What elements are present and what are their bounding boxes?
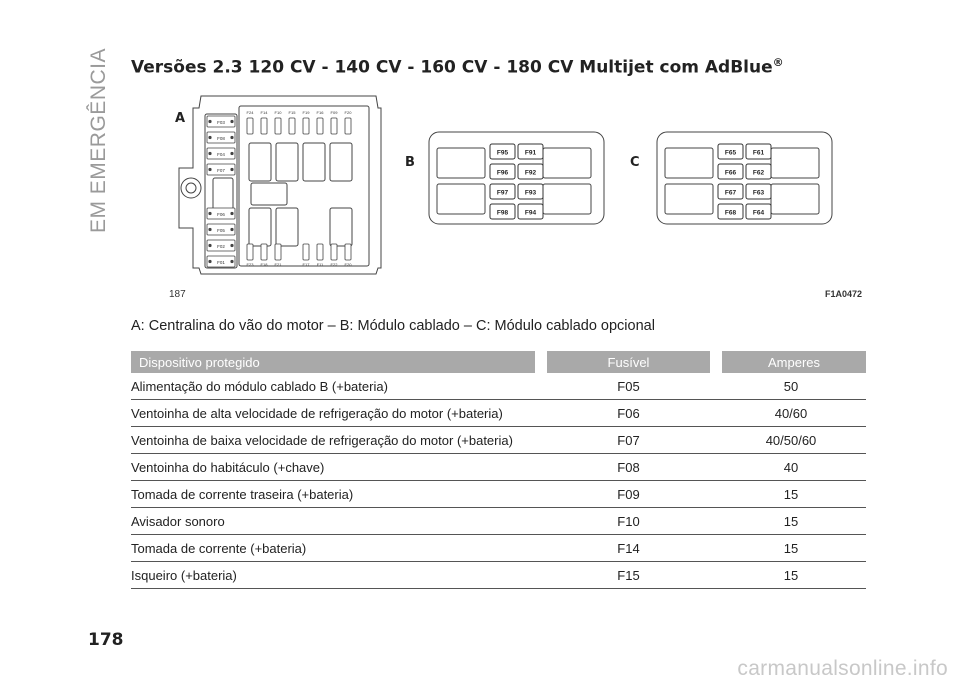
fuse-a-top — [303, 110, 311, 134]
cell-amperes: 40/60 — [716, 400, 866, 427]
fuse-a-left — [207, 208, 235, 219]
fuse-a-top — [345, 110, 353, 134]
watermark: carmanualsonline.info — [737, 657, 948, 680]
fuse-label: F95 — [496, 149, 509, 157]
panel-c-fuses — [718, 144, 771, 219]
fuse-a-top — [247, 110, 255, 134]
fuse-label: F93 — [524, 189, 537, 197]
fuse-label: F16 — [316, 110, 324, 115]
fuse-label: F98 — [496, 209, 509, 217]
cell-fuse: F05 — [541, 373, 716, 400]
header-amperes: Amperes — [716, 351, 866, 373]
fuse-cell — [746, 204, 771, 219]
cell-amperes: 40 — [716, 454, 866, 481]
fuse-label: F17 — [302, 262, 310, 267]
fuse-label: F10 — [274, 110, 282, 115]
fuse-cell — [746, 144, 771, 159]
header-fuse: Fusível — [541, 351, 716, 373]
cell-fuse: F15 — [541, 562, 716, 589]
fuse-label: F20 — [344, 110, 352, 115]
section-tab-label: EM EMERGÊNCIA — [87, 48, 110, 234]
table-row — [131, 481, 866, 508]
fuse-label: F02 — [217, 244, 225, 249]
figure-id-left: 187 — [169, 289, 186, 300]
fuse-label: F22 — [330, 262, 338, 267]
fuse-label: F09 — [330, 110, 338, 115]
fuse-label: F08 — [217, 136, 225, 141]
fuse-box-diagram — [131, 88, 866, 288]
fuse-label: F65 — [724, 149, 737, 157]
fuse-cell — [518, 184, 543, 199]
cell-fuse: F06 — [541, 400, 716, 427]
fuse-label: F18 — [260, 262, 268, 267]
cell-amperes: 15 — [716, 481, 866, 508]
fuse-label: F11 — [316, 262, 324, 267]
cell-device: Ventoinha do habitáculo (+chave) — [131, 454, 541, 481]
fuse-label: F04 — [217, 152, 225, 157]
fuse-a-top — [261, 110, 269, 134]
fuse-a-left — [207, 148, 235, 159]
fuse-label: F62 — [752, 169, 765, 177]
cell-device: Tomada de corrente traseira (+bateria) — [131, 481, 541, 508]
page-title — [131, 56, 784, 78]
fuse-a-bottom — [261, 244, 269, 267]
fuse-cell — [518, 144, 543, 159]
cell-amperes: 50 — [716, 373, 866, 400]
fuse-cell — [518, 164, 543, 179]
fuse-label: F06 — [217, 212, 225, 217]
fuse-label: F05 — [217, 228, 225, 233]
fuse-label: F96 — [496, 169, 509, 177]
fuse-a-left — [207, 240, 235, 251]
label-c: C — [630, 155, 640, 170]
fuse-a-bottom — [331, 244, 339, 267]
fuse-label: F07 — [217, 168, 225, 173]
fuse-label: F94 — [524, 209, 537, 217]
fuse-label: F19 — [302, 110, 310, 115]
fuse-label: F01 — [217, 260, 225, 265]
table-row — [131, 562, 866, 589]
page-number: 178 — [88, 630, 124, 650]
registered-mark: ® — [772, 56, 784, 69]
fuse-label: F23 — [246, 262, 254, 267]
section-tab — [84, 48, 114, 248]
fuse-a-top — [275, 110, 283, 134]
fuse-a-bottom — [345, 244, 353, 267]
cell-device: Isqueiro (+bateria) — [131, 562, 541, 589]
figure-caption: A: Centralina do vão do motor – B: Módulo cablado – C: Módulo cablado opcional — [131, 318, 655, 334]
fuse-label: F63 — [752, 189, 765, 197]
label-b: B — [405, 155, 415, 170]
fuse-cell — [746, 184, 771, 199]
cell-fuse: F08 — [541, 454, 716, 481]
fuse-cell — [718, 204, 743, 219]
fuse-cell — [718, 184, 743, 199]
cell-amperes: 40/50/60 — [716, 427, 866, 454]
fuse-label: F92 — [524, 169, 537, 177]
fuse-cell — [746, 164, 771, 179]
cell-fuse: F07 — [541, 427, 716, 454]
fuse-a-left — [207, 224, 235, 235]
fuse-a-left — [207, 164, 235, 175]
header-device: Dispositivo protegido — [131, 351, 541, 373]
table-row — [131, 400, 866, 427]
fuse-a-bottom — [275, 244, 283, 267]
fuse-cell — [490, 204, 515, 219]
fuse-label: F15 — [288, 110, 296, 115]
fuse-cell — [490, 184, 515, 199]
table-header-row — [131, 351, 866, 373]
cell-device: Tomada de corrente (+bateria) — [131, 535, 541, 562]
cell-amperes: 15 — [716, 562, 866, 589]
fuse-box-figure — [131, 88, 866, 303]
cell-amperes: 15 — [716, 508, 866, 535]
fuse-cell — [718, 164, 743, 179]
table-row — [131, 454, 866, 481]
table-row — [131, 508, 866, 535]
fuse-label: F21 — [274, 262, 282, 267]
panel-b-fuses — [490, 144, 543, 219]
panel-b — [429, 132, 604, 224]
fuse-a-left — [207, 256, 235, 267]
cell-device: Avisador sonoro — [131, 508, 541, 535]
fuse-label: F24 — [246, 110, 254, 115]
fuse-label: F64 — [752, 209, 765, 217]
fuse-label: F20 — [344, 262, 352, 267]
fuse-a-top — [289, 110, 297, 134]
panel-c — [657, 132, 832, 224]
table-row — [131, 427, 866, 454]
cell-fuse: F10 — [541, 508, 716, 535]
fuse-a-bottom — [247, 244, 255, 267]
page-title-text: Versões 2.3 120 CV - 140 CV - 160 CV - 180 CV Multijet com AdBlue — [131, 57, 773, 78]
fuse-label: F61 — [752, 149, 765, 157]
fuse-label: F66 — [724, 169, 737, 177]
fuse-a-left — [207, 116, 235, 127]
table-row — [131, 535, 866, 562]
fuse-label: F67 — [724, 189, 737, 197]
fuse-label: F68 — [724, 209, 737, 217]
figure-id-right: F1A0472 — [824, 289, 862, 299]
fuse-label: F03 — [217, 120, 225, 125]
table-row — [131, 373, 866, 400]
fuse-cell — [518, 204, 543, 219]
panel-a-bottom-fuses — [247, 244, 353, 267]
fuse-label: F14 — [260, 110, 268, 115]
fuse-cell — [490, 164, 515, 179]
fuse-a-bottom — [317, 244, 324, 267]
fuse-a-bottom — [303, 244, 311, 267]
cell-amperes: 15 — [716, 535, 866, 562]
label-a: A — [175, 111, 186, 126]
fuse-label: F97 — [496, 189, 509, 197]
panel-a-left-fuses — [207, 116, 235, 267]
fuse-a-left — [207, 132, 235, 143]
fuse-a-top — [331, 110, 339, 134]
cell-device: Ventoinha de baixa velocidade de refrigeração do motor (+bateria) — [131, 427, 541, 454]
fuse-cell — [490, 144, 515, 159]
cell-fuse: F09 — [541, 481, 716, 508]
fuse-label: F91 — [524, 149, 537, 157]
fuse-cell — [718, 144, 743, 159]
cell-fuse: F14 — [541, 535, 716, 562]
fuse-table — [131, 351, 866, 589]
cell-device: Ventoinha de alta velocidade de refrigeração do motor (+bateria) — [131, 400, 541, 427]
fuse-a-top — [317, 110, 325, 134]
cell-device: Alimentação do módulo cablado B (+bateria) — [131, 373, 541, 400]
panel-a-top-fuses — [247, 110, 353, 134]
